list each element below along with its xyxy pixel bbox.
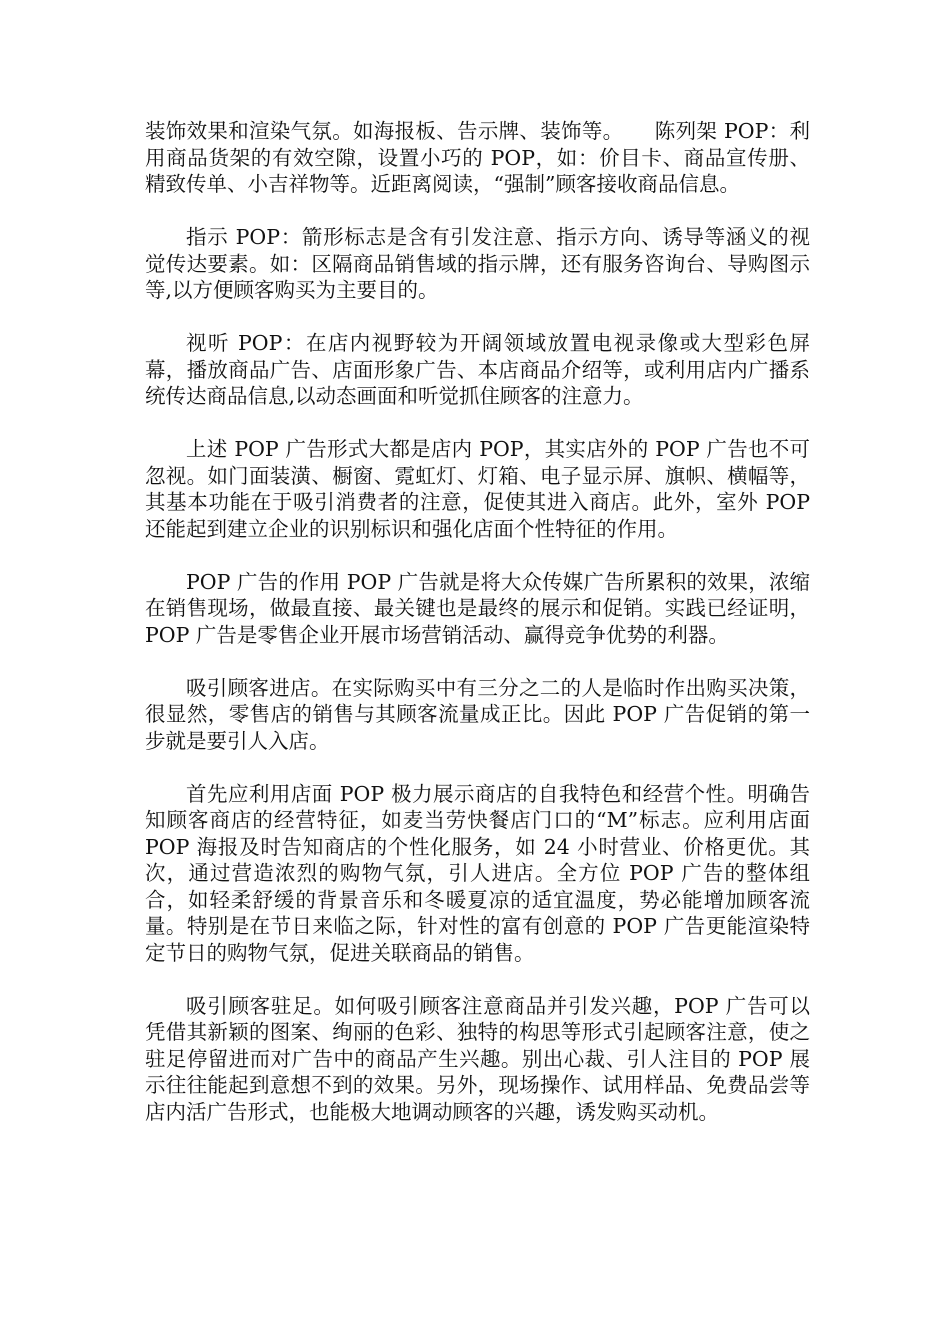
paragraph-continuation: 装饰效果和渲染气氛。如海报板、告示牌、装饰等。 陈列架 POP：利用商品货架的有效空隙，设置小巧的 POP，如：价目卡、商品宣传册、精致传单、小吉祥物等。近距离阅读，“强制”顾客接收商品信息。 — [145, 119, 810, 196]
paragraph-audiovisual-pop: 视听 POP：在店内视野较为开阔领域放置电视录像或大型彩色屏幕，播放商品广告、店面形象广告、本店商品介绍等，或利用店内广播系统传达商品信息,以动态画面和听觉抓住顾客的注意力。 — [145, 331, 810, 408]
paragraph-store-identity: 首先应利用店面 POP 极力展示商店的自我特色和经营个性。明确告知顾客商店的经营特征，如麦当劳快餐店门口的“M”标志。应利用店面 POP 海报及时告知商店的个性化服务，如 24 小时营业、价格更优。其次，通过营造浓烈的购物气氛，引人进店。全方位 POP 广告的整体组合，如轻柔舒缓的背景音乐和冬暖夏凉的适宜温度，势必能增加顾客流量。特别是在节日来临之际，针对性的富有创意的 POP 广告更能渲染特定节日的购物气氛，促进关联商品的销售。 — [145, 781, 810, 965]
paragraph-outdoor-pop: 上述 POP 广告形式大都是店内 POP，其实店外的 POP 广告也不可忽视。如门面装潢、橱窗、霓虹灯、灯箱、电子显示屏、旗帜、横幅等，其基本功能在于吸引消费者的注意，促使其进入商店。此外，室外 POP 还能起到建立企业的识别标识和强化店面个性特征的作用。 — [145, 437, 810, 541]
document-body — [145, 118, 810, 1125]
paragraph-attract-stay: 吸引顾客驻足。如何吸引顾客注意商品并引发兴趣，POP 广告可以凭借其新颖的图案、绚丽的色彩、独特的构思等形式引起顾客注意，使之驻足停留进而对广告中的商品产生兴趣。别出心裁、引人注目的 POP 展示往往能起到意想不到的效果。另外，现场操作、试用样品、免费品尝等店内活广告形式，也能极大地调动顾客的兴趣，诱发购买动机。 — [145, 993, 810, 1124]
paragraph-indicator-pop: 指示 POP：箭形标志是含有引发注意、指示方向、诱导等涵义的视觉传达要素。如：区隔商品销售域的指示牌，还有服务咨询台、导购图示等,以方便顾客购买为主要目的。 — [145, 225, 810, 302]
paragraph-attract-entry: 吸引顾客进店。在实际购买中有三分之二的人是临时作出购买决策，很显然，零售店的销售与其顾客流量成正比。因此 POP 广告促销的第一步就是要引人入店。 — [145, 675, 810, 753]
paragraph-pop-function: POP 广告的作用 POP 广告就是将大众传媒广告所累积的效果，浓缩在销售现场，做最直接、最关键也是最终的展示和促销。实践已经证明，POP 广告是零售企业开展市场营销活动、赢得竞争优势的利器。 — [145, 569, 810, 647]
